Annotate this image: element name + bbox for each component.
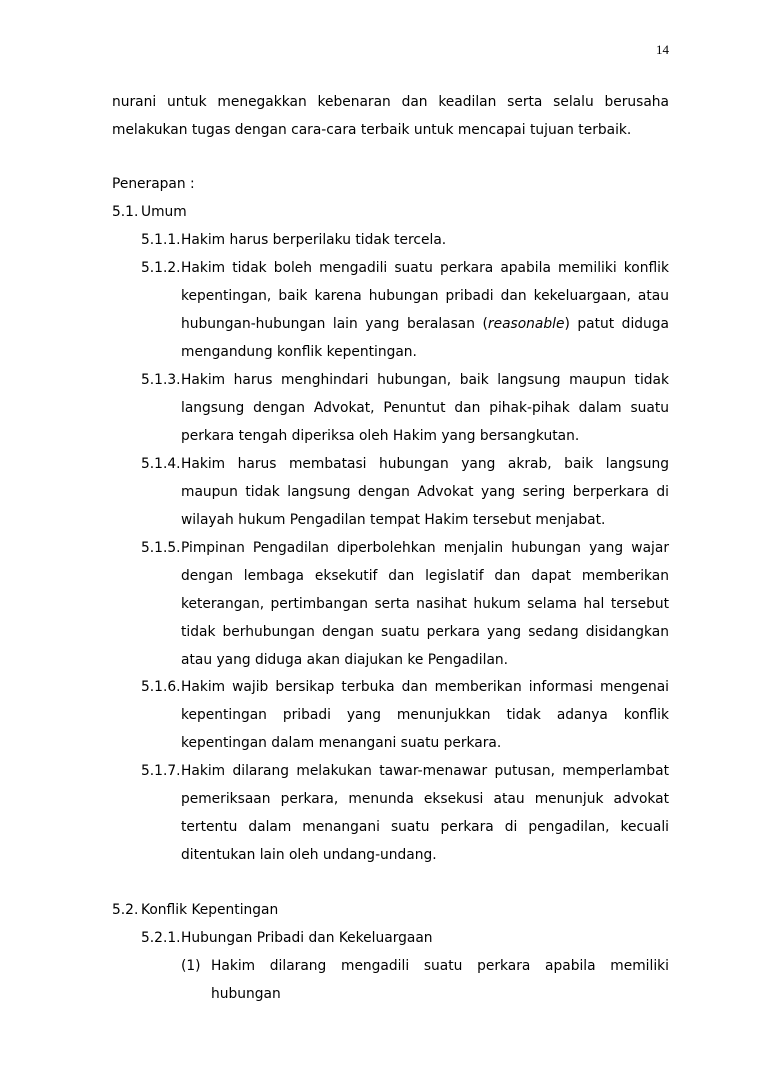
item-number: 5.1.5. [141,540,181,556]
item-5-1-2 [141,254,669,366]
penerapan-label: Penerapan : [112,176,195,192]
item-text [181,254,669,366]
item-text: Hakim dilarang melakukan tawar-menawar putusan, memperlambat pemeriksaan perkara, menunda eksekusi atau menunjuk advokat tertentu dalam menangani suatu perkara di pengadilan, kecuali ditentukan lain oleh undang-undang. [181,763,669,863]
item-number: 5.1.1. [141,232,181,248]
subsection-number: 5.2.1. [141,930,181,946]
item-text-italic: reasonable [487,316,565,332]
page-number: 14 [656,42,669,57]
item-5-1-7 [141,757,669,869]
section-number: 5.1. [112,204,139,220]
item-text: Hakim harus membatasi hubungan yang akrab, baik langsung maupun tidak langsung dengan Advokat yang sering berperkara di wilayah hukum Pengadilan tempat Hakim tersebut menjabat. [181,456,669,528]
item-text: Hakim wajib bersikap terbuka dan memberikan informasi mengenai kepentingan pribadi yang menunjukkan tidak adanya konflik kepentingan dalam menangani suatu perkara. [181,679,669,751]
item-number: 5.1.3. [141,372,181,388]
item-text: Hakim harus menghindari hubungan, baik langsung maupun tidak langsung dengan Advokat, Penuntut dan pihak-pihak dalam suatu perkara tengah diperiksa oleh Hakim yang bersangkutan. [181,372,669,444]
point-1 [181,952,669,1008]
item-number: 5.1.7. [141,763,181,779]
item-text-part: ) patut diduga mengandung konflik kepentingan. [181,316,669,360]
item-text: Hakim harus berperilaku tidak tercela. [181,232,447,248]
item-5-1-4 [141,450,669,534]
point-text: Hakim dilarang mengadili suatu perkara apabila memiliki hubungan [211,958,669,1002]
section-title: Umum [141,204,187,220]
section-5-2-heading [112,896,669,924]
item-5-1-6 [141,673,669,757]
point-number: (1) [181,958,201,974]
item-5-1-1 [141,226,669,254]
item-text: Pimpinan Pengadilan diperbolehkan menjalin hubungan yang wajar dengan lembaga eksekutif dan legislatif dan dapat memberikan keterangan, pertimbangan serta nasihat hukum selama hal tersebut tidak berhubungan dengan suatu perkara yang sedang disidangkan atau yang diduga akan diajukan ke Pengadilan. [181,540,669,668]
subsection-5-2-1 [141,924,669,952]
item-number: 5.1.2. [141,260,181,276]
subsection-title: Hubungan Pribadi dan Kekeluargaan [181,930,433,946]
item-5-1-3 [141,366,669,450]
item-number: 5.1.4. [141,456,181,472]
intro-paragraph [112,88,669,144]
intro-line-1: nurani untuk menegakkan kebenaran dan keadilan serta selalu berusaha [112,94,669,110]
intro-line-2: melakukan tugas dengan cara-cara terbaik untuk mencapai tujuan terbaik. [112,122,632,138]
item-number: 5.1.6. [141,679,181,695]
item-5-1-5 [141,534,669,674]
section-5-1-heading [112,198,669,226]
section-number: 5.2. [112,902,139,918]
section-title: Konflik Kepentingan [141,902,279,918]
item-text-part: Hakim tidak boleh mengadili suatu perkara apabila memiliki konflik kepentingan, baik karena hubungan pribadi dan kekeluargaan, atau hubungan-hubungan lain yang beralasan ( [181,260,669,332]
